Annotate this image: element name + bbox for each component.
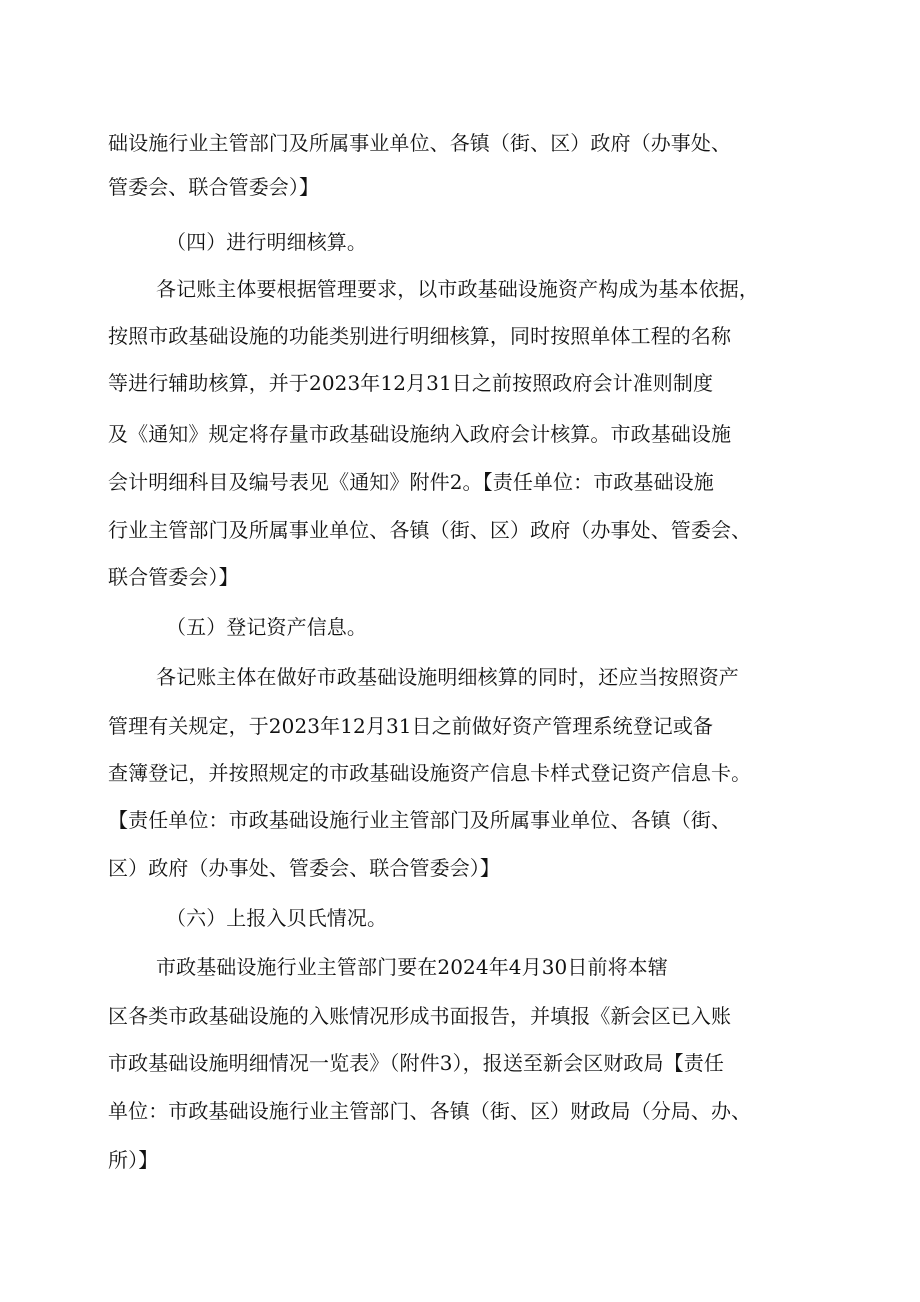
text-line-1: 础设施行业主管部门及所属事业单位、各镇（街、区）政府（办事处、 <box>108 131 732 155</box>
text-line-2: 管委会、联合管委会）】 <box>108 175 320 199</box>
text-line-16: 区）政府（办事处、管委会、联合管委会）】 <box>108 856 500 880</box>
text-line-20: 市政基础设施明细情况一览表》（附件3），报送至新会区财政局【责任 <box>108 1051 724 1075</box>
text-line-21: 单位：市政基础设施行业主管部门、各镇（街、区）财政局（分局、办、 <box>108 1099 752 1123</box>
section-heading-5: （五）登记资产信息。 <box>166 615 367 639</box>
section-heading-6: （六）上报入贝氏情况。 <box>166 906 388 930</box>
section-heading-4: （四）进行明细核算。 <box>166 230 367 254</box>
text-line-6: 等进行辅助核算，并于2023年12月31日之前按照政府会计准则制度 <box>108 371 714 395</box>
text-line-15: 【责任单位：市政基础设施行业主管部门及所属事业单位、各镇（街、 <box>108 808 732 832</box>
text-line-13: 管理有关规定，于2023年12月31日之前做好资产管理系统登记或备 <box>108 714 714 738</box>
text-line-4: 各记账主体要根据管理要求，以市政基础设施资产构成为基本依据， <box>156 277 759 301</box>
text-line-7: 及《通知》规定将存量市政基础设施纳入政府会计核算。市政基础设施 <box>108 422 732 446</box>
text-line-8: 会计明细科目及编号表见《通知》附件2。【责任单位：市政基础设施 <box>108 470 714 494</box>
text-line-19: 区各类市政基础设施的入账情况形成书面报告，并填报《新会区已入账 <box>108 1004 732 1028</box>
text-line-12: 各记账主体在做好市政基础设施明细核算的同时，还应当按照资产 <box>156 665 739 689</box>
text-line-10: 联合管委会）】 <box>108 565 239 589</box>
text-line-9: 行业主管部门及所属事业单位、各镇（街、区）政府（办事处、管委会、 <box>108 518 752 542</box>
text-line-14: 查簿登记，并按照规定的市政基础设施资产信息卡样式登记资产信息卡。 <box>108 761 752 785</box>
text-line-18: 市政基础设施行业主管部门要在2024年4月30日前将本辖 <box>156 955 668 979</box>
text-line-5: 按照市政基础设施的功能类别进行明细核算，同时按照单体工程的名称 <box>108 324 732 348</box>
text-line-22: 所）】 <box>108 1148 159 1172</box>
